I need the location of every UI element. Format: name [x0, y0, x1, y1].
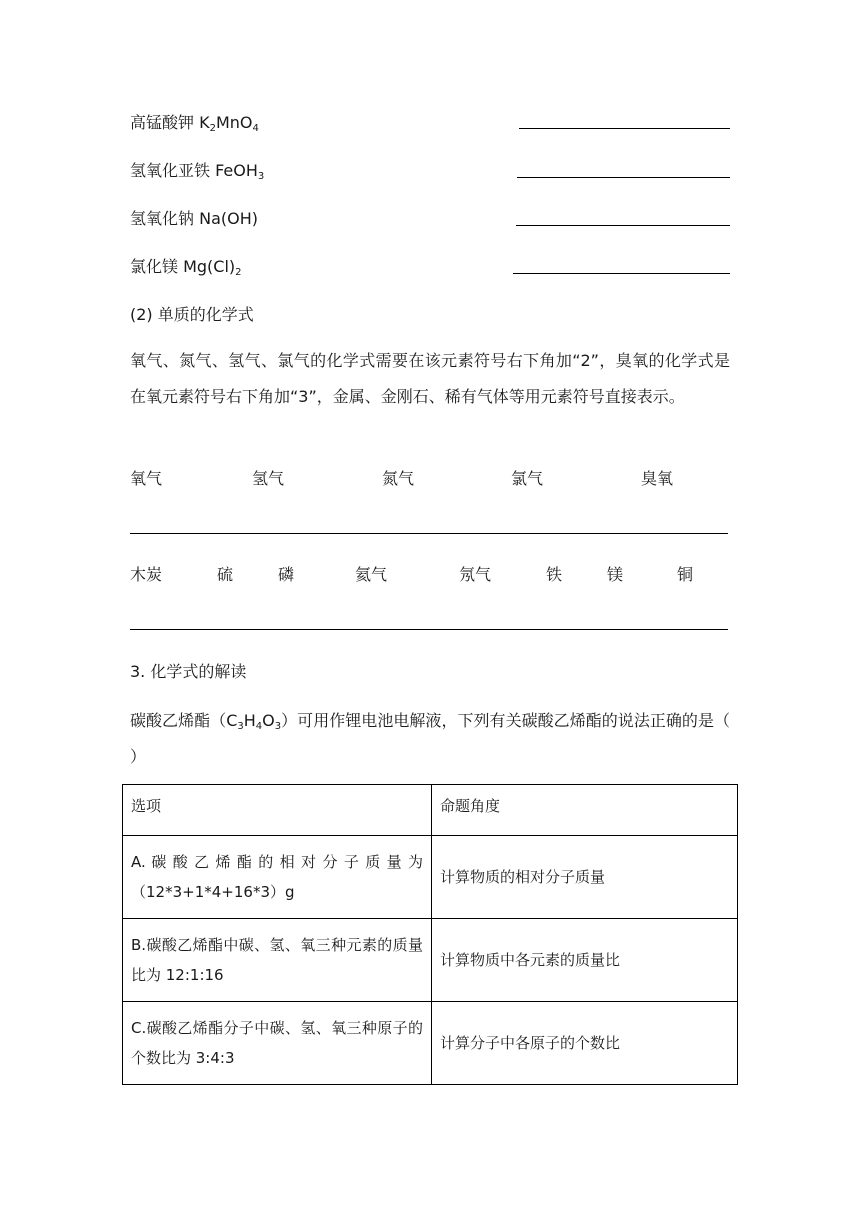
- compound-row-1: [130, 112, 259, 134]
- substance-label: 氮气: [382, 469, 415, 488]
- angle-cell: 计算物质中各元素的质量比: [432, 919, 738, 1002]
- compound-name: 高锰酸钾: [130, 113, 200, 132]
- angle-cell: 计算分子中各原子的个数比: [432, 1002, 738, 1085]
- formula-subscript: 3: [237, 721, 244, 732]
- formula-subscript: 2: [235, 267, 242, 278]
- formula-part: H: [243, 711, 256, 730]
- compound-name: 氢氧化钠: [130, 209, 200, 228]
- question-text: [130, 703, 730, 775]
- angle-cell: 计算物质的相对分子质量: [432, 836, 738, 919]
- formula-part: O: [262, 711, 275, 730]
- compound-row-4: [130, 256, 242, 278]
- compound-name: 氢氧化亚铁: [130, 161, 216, 180]
- section-2-paragraph: 氧气、氮气、氢气、氯气的化学式需要在该元素符号右下角加“2”，臭氧的化学式是在氧元素符号右下角加“3”，金属、金刚石、稀有气体等用元素符号直接表示。: [130, 351, 730, 406]
- formula-part: C: [226, 711, 238, 730]
- answer-blank-1[interactable]: [519, 128, 730, 129]
- answer-line-row-2[interactable]: [130, 629, 728, 630]
- formula-part: K: [199, 113, 210, 132]
- question-prefix: 碳酸乙烯酯（: [130, 711, 227, 730]
- table-header-cell: 选项: [123, 785, 432, 836]
- table-row: [123, 836, 738, 919]
- substance-label: 镁: [607, 565, 624, 584]
- section-heading-3: 3. 化学式的解读: [130, 662, 247, 681]
- substance-label: 硫: [217, 565, 234, 584]
- compound-row-2: [130, 160, 264, 182]
- answer-blank-4[interactable]: [513, 273, 730, 274]
- compound-name: 氯化镁: [130, 257, 184, 276]
- formula-subscript: 3: [257, 171, 265, 182]
- table-header-row: [123, 785, 738, 836]
- option-cell: A. 碳 酸 乙 烯 酯 的 相 对 分 子 质 量 为（12*3+1*4+16*3）g: [123, 836, 432, 919]
- answer-line-row-1[interactable]: [130, 533, 728, 534]
- formula-subscript: 3: [274, 721, 282, 732]
- option-cell: C.碳酸乙烯酯分子中碳、氢、氧三种原子的个数比为 3:4:3: [123, 1002, 432, 1085]
- substance-label: 臭氧: [641, 469, 674, 488]
- substance-label: 氧气: [130, 469, 163, 488]
- question-suffix: ）可用作锂电池电解液，下列有关碳酸乙烯酯的说法正确的是（ ）: [130, 711, 730, 766]
- section-heading-2: (2) 单质的化学式: [130, 305, 254, 324]
- substance-label: 氦气: [355, 565, 388, 584]
- substance-label: 磷: [278, 565, 295, 584]
- substance-label: 氖气: [459, 565, 492, 584]
- formula-part: MnO: [215, 113, 253, 132]
- substance-label: 氯气: [511, 469, 544, 488]
- formula-subscript: 4: [255, 721, 263, 732]
- formula-part: FeOH: [215, 161, 258, 180]
- formula-part: Na(OH): [199, 209, 258, 228]
- substance-label: 铁: [546, 565, 563, 584]
- options-table: [122, 784, 738, 1085]
- table-row: [123, 919, 738, 1002]
- substance-label: 铜: [677, 565, 694, 584]
- answer-blank-2[interactable]: [517, 177, 730, 178]
- table-header-cell: 命题角度: [432, 785, 738, 836]
- substance-label: 木炭: [130, 565, 163, 584]
- table-row: [123, 1002, 738, 1085]
- option-cell: B.碳酸乙烯酯中碳、氢、氧三种元素的质量比为 12:1:16: [123, 919, 432, 1002]
- answer-blank-3[interactable]: [516, 225, 730, 226]
- formula-subscript: 4: [252, 123, 259, 134]
- formula-part: Mg(Cl): [183, 257, 236, 276]
- substance-label: 氢气: [252, 469, 285, 488]
- formula-subscript: 2: [209, 123, 216, 134]
- compound-row-3: [130, 208, 258, 230]
